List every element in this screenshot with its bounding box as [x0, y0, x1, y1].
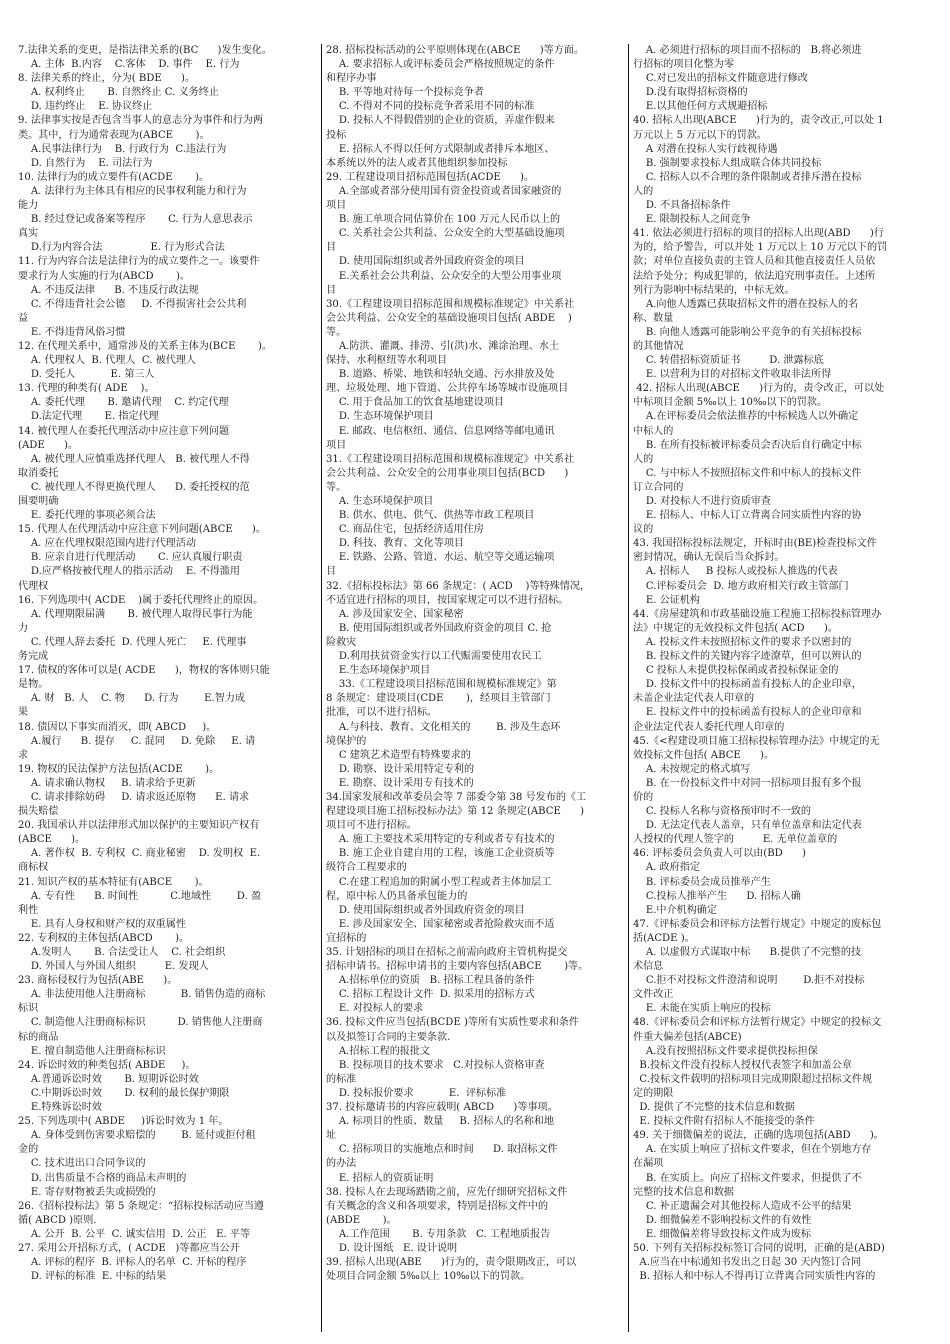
text-line: 8. 法律关系的终止，分为( BDE )。	[18, 73, 196, 85]
text-line: 41. 依法必须进行招标的项目的招标人出现(ABD )行	[633, 228, 884, 240]
text-line: C. 被代理人不得更换代理人 D. 委托授权的范	[18, 481, 250, 493]
text-line: A. 应在代理权限范围内进行代理活动	[18, 538, 196, 550]
text-line: E.中介机构确定	[633, 904, 717, 916]
text-line: B. 施工单项合同估算价在 100 万元人民币以上的	[326, 214, 561, 226]
text-line: 目	[326, 284, 337, 296]
text-line: 不适宜进行招标的项目，按国家规定可以不进行招标。	[326, 594, 569, 606]
text-line: A. 请求确认物权 B. 请求给予更新	[18, 777, 196, 789]
text-line: 标的商品	[18, 1031, 59, 1043]
text-line: 金的	[18, 1144, 39, 1156]
text-line: E. 招标人的资质证明	[326, 1172, 434, 1184]
text-line: 39. 招标人出现(ABE )行为的，责令限期改正，可以	[326, 1257, 577, 1269]
text-line: E. 铁路、公路、管道、水运、航空等交通运输项	[326, 552, 555, 564]
text-line: C. 商品住宅，包括经济适用住房	[326, 524, 484, 536]
text-line: 26.《招标投标法》第 5 条规定：“招标投标活动应当遵	[18, 1200, 265, 1212]
text-line: 务完成	[18, 651, 49, 663]
text-line: 术信息	[633, 961, 664, 973]
text-line: A.全部或者部分使用国有资金投资或者国家融资的	[326, 185, 562, 197]
text-line: B. 供水、供电、供气、供热等市政工程项目	[326, 510, 535, 522]
text-line: 是物。	[18, 679, 49, 691]
text-line: C.对已发出的招标文件随意进行修改	[633, 73, 808, 85]
text-line: E. 不得违背风俗习惯	[18, 326, 126, 338]
text-line: E.特殊诉讼时效	[18, 1102, 102, 1114]
text-line: A. 代理权人 B. 代理人 C. 被代理人	[18, 355, 197, 367]
text-line: D. 科技、教育、文化等项目	[326, 538, 465, 550]
text-line: D. 勘察、设计采用特定专利的	[326, 763, 475, 775]
text-line: 万元以上 5 万元以下的罚款。	[633, 129, 767, 141]
text-line: E. 公证机构	[633, 594, 700, 606]
text-line: B. 向他人透露可能影响公平竞争的有关招标投标	[633, 326, 862, 338]
text-line: 25. 下列选项中( ABDE )诉讼时效为 1 年。	[18, 1116, 229, 1128]
text-line: C.中期诉讼时效 D. 权利的最长保护期限	[18, 1087, 230, 1099]
text-line: B. 招标人和中标人不得再订立背离合同实质性内容的	[633, 1271, 876, 1283]
text-line: D. 设计图纸 E. 设计说明	[326, 1242, 458, 1254]
text-line: D. 投标人不得假借别的企业的资质，弄虚作假来	[326, 115, 555, 127]
text-line: 企业法定代表人委托代理人印章的	[633, 721, 785, 733]
text-line: 44.《房屋建筑和市政基础设施工程施工招标投标管理办	[633, 608, 882, 620]
text-line: C. 技术进出口合同争议的	[18, 1158, 146, 1170]
text-line: 批准，可以不进行招标。	[326, 707, 438, 719]
text-line: D.行为内容合法 E. 行为形式合法	[18, 242, 225, 254]
text-line: C 投标人未提供投标保函或者投标保证金的	[633, 665, 839, 677]
text-line: 法》中规定的无效投标文件包括( ACD )。	[633, 622, 838, 634]
text-line: B.投标文件没有投标人授权代表签字和加盖公章	[633, 1059, 852, 1071]
text-line: 47.《评标委员会和评标方法暂行规定》中规定的废标包	[633, 918, 882, 930]
text-line: E.以其他任何方式规避招标	[633, 101, 768, 113]
text-line: 30.《工程建设项目招标范围和规模标准规定》中关系社	[326, 298, 575, 310]
text-line: 招标申请书。招标申请书的主要内容包括(ABCE )等。	[326, 961, 589, 973]
text-line: (ABDE )。	[326, 1214, 397, 1226]
text-line: A.没有按照招标文件要求提供投标担保	[633, 1045, 818, 1057]
text-line: A. 主体 B.内容 C.客体 D. 事件 E. 行为	[18, 59, 240, 71]
text-line: E. 具有人身权和财产权的双重属性	[18, 918, 186, 930]
text-line: 的办法	[326, 1158, 357, 1170]
text-line: D. 使用国际组织或者外国政府资金的项目	[326, 904, 525, 916]
text-line: E.生态环境保护项目	[326, 665, 431, 677]
text-line: D. 对投标人不进行资质审查	[633, 496, 772, 507]
text-line: A. 招标人 B 投标人或投标人推选的代表	[633, 566, 838, 578]
text-line: E. 委托代理的事项必须合法	[18, 510, 156, 522]
text-line: 址	[326, 1130, 337, 1142]
text-line: 22. 专利权的主体包括(ABCD )。	[18, 932, 190, 944]
text-line: 11. 行为内容合法是法律行为的成立要件之一。该要件	[18, 256, 260, 268]
text-line: E. 未能在实质上响应的投标	[633, 1003, 771, 1015]
text-line: E. 寄存财物被丢失或损毁的	[18, 1186, 156, 1198]
text-line: A. 未按规定的格式填写	[633, 763, 751, 775]
text-line: 18. 债因以下事实而消灭，即( ABCD )。	[18, 721, 217, 733]
text-line: C. 用于食品加工的饮食基地建设项目	[326, 397, 505, 409]
text-line: 级符合工程要求的	[326, 862, 407, 874]
text-line: A. 财 B. 人 C. 物 D. 行为 E.智力成	[18, 693, 246, 705]
text-line: 34.国家发展和改革委员会等 7 部委令第 38 号发布的《工	[326, 791, 587, 803]
text-line: C.在建工程追加的附属小型工程或者主体加层工	[326, 876, 552, 888]
text-line: D. 投标报价要求 E. 评标标准	[326, 1087, 507, 1099]
text-line: 列行为影响中标结果的，中标无效。	[633, 284, 795, 296]
text-line: 在漏项	[633, 1158, 664, 1170]
text-line: 40. 招标人出现(ABCE )行为的，责令改正,可以处 1	[633, 115, 884, 127]
text-line: 中标项目金额 5‰以上 10‰以下的罚款。	[633, 397, 828, 409]
text-line: 效投标文件包括( ABCE )。	[633, 749, 775, 761]
text-line: 投标	[326, 129, 347, 141]
text-line: C. 招标工程设计文件 D. 拟采用的招标方式	[326, 989, 535, 1001]
text-line: 9. 法律事实按是否包含当事人的意志分为事件和行为两	[18, 115, 263, 127]
text-line: A. 不违反法律 B. 不违反行政法规	[18, 284, 199, 296]
text-line: 称、数量	[633, 312, 674, 324]
text-line: E. 勘察、设计采用专有技术的	[326, 777, 474, 789]
text-line: A. 法律行为主体具有相应的民事权利能力和行为	[18, 185, 247, 197]
text-column-2	[321, 44, 628, 1332]
text-line: 件重大偏差包括(ABCE)	[633, 1031, 742, 1043]
text-line: A. 要求招标人或评标委员会严格按照规定的条件	[326, 59, 555, 71]
text-line: 益	[18, 312, 29, 324]
text-line: E.关系社会公共利益、公众安全的大型公用事业项	[326, 270, 562, 282]
text-line: 32.《招标投标法》第 66 条规定：( ACD )等特殊情况，	[326, 580, 591, 592]
text-line: 15. 代理人在代理活动中应注意下列问题(ABCE )。	[18, 524, 266, 536]
text-line: D. 提供了不完整的技术信息和数据	[633, 1102, 795, 1114]
text-line: 项目	[326, 439, 347, 451]
text-line: 19. 物权的民法保护方法包括(ACDE )。	[18, 763, 220, 775]
text-line: 文件改正	[633, 989, 674, 1001]
text-line: 循( ABCD )原则.	[18, 1214, 97, 1226]
text-line: 28. 招标投标活动的公平原则体现在(ABCE )等方面。	[326, 45, 585, 56]
text-line: D.没有取得招标资格的	[633, 87, 748, 99]
text-line: B. 道路、桥梁、地铁和轻轨交通、污水排放及处	[326, 369, 555, 381]
text-line: A. 著作权 B. 专利权 C. 商业秘密 D. 发明权 E.	[18, 848, 261, 860]
text-line: 能力	[18, 200, 39, 212]
text-line: C. 补正遗漏会对其他投标人造成不公平的结果	[633, 1200, 852, 1212]
text-line: 有关概念的含义和各项要求，特别是招标文件中的	[326, 1200, 549, 1212]
text-line: A.招标单位的资质 B. 招标工程具备的条件	[326, 975, 535, 987]
text-line: D.应严格按被代理人的指示活动 E. 不得滥用	[18, 566, 240, 578]
text-line: 42. 招标人出现(ABCE )行为的，责令改正，可以处	[633, 383, 885, 395]
text-line: E. 招标人不得以任何方式限制或者排斥本地区、	[326, 143, 555, 155]
text-line: 和程序办事	[326, 73, 377, 85]
text-line: (ABCE )。	[18, 834, 86, 846]
text-line: D. 违约终止 E. 协议终止	[18, 101, 153, 113]
text-line: D. 使用国际组织或者外国政府资金的项目	[326, 256, 525, 268]
text-line: B. 使用国际组织或者外国政府资金的项目 C. 抢	[326, 622, 552, 634]
text-line: E. 细微偏差将导致投标文件成为废标	[633, 1228, 812, 1240]
text-line: 7.法律关系的变更，是指法律关系的(BC )发生变化。	[18, 45, 272, 56]
text-line: 款；对单位直接负责的主管人员和其他直接责任人员依	[633, 256, 876, 268]
text-line: A. 评标的程序 B. 评标人的名单 C. 开标的程序	[18, 1257, 247, 1269]
text-line: C.投标文件载明的招标项目完成期限超过招标文件规	[633, 1073, 873, 1085]
text-line: A.工作范围 B. 专用条款 C. 工程地质报告	[326, 1228, 551, 1240]
text-line: 利性	[18, 904, 39, 916]
text-line: 10. 法律行为的成立要件有(ACDE )。	[18, 171, 210, 183]
text-line: 议的	[633, 524, 654, 536]
text-line: C. 招标人以不合理的条件限制或者排斥潜在投标	[633, 171, 862, 183]
text-line: 为的，给予警告，可以并处 1 万元以上 10 万元以下的罚	[633, 242, 888, 254]
text-line: B. 在一份投标文件中对同一招标项目报有多个报	[633, 777, 862, 789]
text-line: C.评标委员会 D. 地方政府相关行政主管部门	[633, 580, 849, 592]
text-line: A.民事法律行为 B. 行政行为 C.违法行为	[18, 143, 227, 155]
text-line: A.与科技、教育、文化相关的 B. 涉及生态环	[326, 721, 561, 733]
text-line: C. 不得对不同的投标竞争者采用不同的标准	[326, 101, 535, 113]
text-line: E. 擅自制造他人注册商标标识	[18, 1045, 166, 1057]
text-line: B. 在所有投标被评标委员会否决后自行确定中标	[633, 439, 862, 451]
text-line: 围要明确	[18, 496, 59, 507]
text-line: 保持、水利枢纽等水利项目	[326, 355, 448, 367]
document-page	[14, 44, 936, 1332]
text-line: (ADE )。	[18, 439, 78, 451]
text-line: C. 转借招标资质证书 D. 泄露标底	[633, 355, 824, 367]
text-line: E. 投标文件附有招标人不能接受的条件	[633, 1116, 815, 1128]
text-line: A.履行 B. 提存 C. 混同 D. 免除 E. 请	[18, 735, 256, 747]
text-line: 33.《工程建设项目招标范围和规模标准规定》第	[326, 679, 557, 691]
text-line: 标识	[18, 1003, 39, 1015]
text-line: 代理权	[18, 580, 49, 592]
text-line: 会公共利益、公众安全的基础设施项目包括( ABDE )	[326, 312, 572, 324]
text-line: 50. 下列有关招标投标签订合同的说明，正确的是(ABD)	[633, 1242, 885, 1254]
text-line: A.应当在中标通知书发出之日起 30 天内签订合同	[633, 1257, 861, 1269]
text-line: 宜招标的	[326, 932, 367, 944]
text-line: B. 施工企业自建自用的工程，该施工企业资质等	[326, 848, 555, 860]
text-line: 法给予处分；构成犯罪的，依法追究刑事责任。上述所	[633, 270, 876, 282]
text-line: A. 以虚假方式谋取中标 B.提供了不完整的技	[633, 947, 862, 958]
text-line: 目	[326, 242, 337, 254]
text-line: 求	[18, 749, 29, 761]
text-line: 力	[18, 622, 29, 634]
text-line: 程建设项目施工招标投标办法》第 12 条规定(ABCE )	[326, 806, 585, 818]
text-line: 46. 评标委员会负责人可以由(BD )	[633, 848, 806, 860]
text-line: A. 标项目的性质、数量 B. 招标人的名称和地	[326, 1116, 555, 1128]
text-line: 要求行为人实施的行为(ABCD )。	[18, 270, 191, 282]
text-line: D. 自然行为 E. 司法行为	[18, 157, 153, 169]
text-line: 境保护的	[326, 735, 367, 747]
text-line: 48.《评标委员会和评标方法暂行规定》中规定的投标文	[633, 1017, 882, 1029]
text-line: A. 专有性 B. 时间性 C.地域性 D. 盈	[18, 890, 262, 902]
text-line: 类。其中，行为通常表现为(ABCE )。	[18, 129, 210, 141]
text-line: 31.《工程建设项目招标范围和规模标准规定》中关系社	[326, 453, 575, 465]
text-line: A. 公开 B. 公平 C. 诚实信用 D. 公正 E. 平等	[18, 1228, 251, 1240]
text-line: C. 与中标人不按照招标文件和中标人的投标文件	[633, 467, 862, 479]
text-line: 处项目合同金额 5‰以上 10‰以下的罚款。	[326, 1271, 531, 1283]
text-line: 人的	[633, 185, 654, 197]
text-line: 项目	[326, 200, 347, 212]
text-line: A. 投标文件未按照招标文件的要求予以密封的	[633, 636, 852, 648]
text-line: 目	[326, 566, 337, 578]
text-line: 理、垃圾处理、地下管道、公共停车场等城市设施项目	[326, 383, 569, 395]
text-line: D. 投标文件中的投标函盖有投标人的企业印章，	[633, 679, 862, 691]
text-column-3	[628, 44, 935, 1332]
text-line: A.防洪、灌溉、排涝、引(洪)水、滩涂治理、水土	[326, 340, 560, 352]
text-line: B. 评标委员会成员推举产生	[633, 876, 771, 888]
text-line: A.普通诉讼时效 B. 短期诉讼时效	[18, 1073, 199, 1085]
text-line: C.拒不对投标文件澄清和说明 D.拒不对投标	[633, 975, 865, 987]
text-line: D. 受托人 E. 第三人	[18, 369, 155, 381]
text-line: 括(ACDE )。	[633, 932, 695, 944]
text-line: A 对潜在投标人实行歧视待遇	[633, 143, 778, 155]
text-line: A.在评标委员会依法推荐的中标候选人以外确定	[633, 411, 859, 423]
text-line: 13. 代理的种类有( ADE )。	[18, 383, 155, 395]
text-line: 20. 我国承认并以法律形式加以保护的主要知识产权有	[18, 820, 260, 832]
text-line: 的其他情况	[633, 340, 684, 352]
text-line: 程，原中标人仍具备承包能力的	[326, 890, 468, 902]
text-line: A. 必须进行招标的项目而不招标的 B.将必须进	[633, 45, 862, 56]
text-line: A. 身体受到伤害要求赔偿的 B. 延付或拒付租	[18, 1130, 256, 1142]
text-line: 8 条规定：建设项目(CDE )，经项目主管部门	[326, 693, 551, 705]
text-line: E. 招标人、中标人订立背离合同实质性内容的协	[633, 510, 862, 522]
text-line: 24. 诉讼时效的种类包括( ABDE )。	[18, 1059, 196, 1071]
text-line: 43. 我国招标投标法规定，开标时由(BE)检查投标文件	[633, 538, 877, 550]
text-line: 本系统以外的法人或者其他组织参加投标	[326, 157, 508, 169]
text-line: 等。	[326, 481, 347, 493]
text-line: 会公共利益、公众安全的公用事业项目包括(BCD )	[326, 467, 569, 479]
text-line: 人的	[633, 453, 654, 465]
text-line: 14. 被代理人在委托代理活动中应注意下列问题	[18, 425, 230, 437]
text-line: 16. 下列选项中( ACDE )属于委托代理终止的原因。	[18, 594, 264, 606]
text-line: B. 平等地对待每一个投标竞争者	[326, 87, 484, 99]
text-column-1	[14, 44, 321, 1332]
text-line: B. 经过登记或备案等程序 C. 行为人意思表示	[18, 214, 253, 226]
text-line: A.发明人 B. 合法受让人 C. 社会组织	[18, 947, 226, 958]
text-line: A. 生态环境保护项目	[326, 496, 434, 507]
text-line: 中标人的	[633, 425, 674, 437]
text-line: C.投标人推举产生 D. 招标人确	[633, 890, 801, 902]
text-line: 35. 计划招标的项目在招标之前需向政府主管机构提交	[326, 947, 568, 958]
text-line: A. 政府指定	[633, 862, 700, 874]
text-line: B. 投标项目的技术要求 C.对投标人资格审查	[326, 1059, 545, 1071]
text-line: 取消委托	[18, 467, 59, 479]
text-line: 45.《<程建设项目施工招标投标管理办法》中规定的无	[633, 735, 880, 747]
text-line: A. 涉及国家安全、国家秘密	[326, 608, 464, 620]
text-line: D.利用扶贫资金实行以工代赈需要使用农民工	[326, 651, 542, 663]
text-line: 项目可不进行招标。	[326, 820, 417, 832]
text-line: 49. 关于细微偏差的说法，正确的选项包括(ABD )。	[633, 1130, 884, 1142]
text-line: C 建筑艺术造型有特殊要求的	[326, 749, 471, 761]
text-line: B. 在实质上。向应了招标文件要求，但提供了不	[633, 1172, 862, 1184]
text-line: A. 权利终止 B. 自然终止 C. 义务终止	[18, 87, 219, 99]
text-line: 行招标的项目化整为零	[633, 59, 734, 71]
text-line: C. 不得违背社会公德 D. 不得损害社会公共利	[18, 298, 247, 310]
text-line: E. 投标文件中的投标函盖有投标人的企业印章和	[633, 707, 862, 719]
text-line: A. 非法使用他人注册商标 B. 销售伪造的商标	[18, 989, 266, 1001]
text-line: D. 细微偏差不影响投标文件的有效性	[633, 1214, 812, 1226]
text-line: 以及拟签订合同的主要条款.	[326, 1031, 451, 1043]
text-line: C. 请求排除妨碍 D. 请求返还原物 E. 请求	[18, 791, 250, 803]
text-line: A. 代理期限届满 B. 被代理人取得民事行为能	[18, 608, 253, 620]
text-line: 12. 在代理关系中，通常涉及的关系主体为(BCE )。	[18, 340, 272, 352]
text-line: C. 关系社会公共利益、公众安全的大型基础设施项	[326, 228, 565, 240]
text-line: E. 限制投标人之间竞争	[633, 214, 751, 226]
text-line: 17. 债权的客体可以是( ACDE )，物权的客体则只能	[18, 665, 270, 677]
text-line: 29. 工程建设项目招标范围包括(ACDE )。	[326, 171, 535, 183]
text-line: C. 投标人名称与资格预审时不一致的	[633, 806, 812, 818]
text-line: 37. 投标邀请书的内容应载明( ABCD )等事项。	[326, 1102, 558, 1114]
text-line: E. 邮政、电信枢纽、通信、信息网络等邮电通讯	[326, 425, 555, 437]
text-line: B. 应亲自进行代理活动 C. 应认真履行职责	[18, 552, 243, 564]
text-line: 订立合同的	[633, 481, 684, 493]
text-line: 商标权	[18, 862, 49, 874]
text-line: D. 不具备招标条件	[633, 200, 731, 212]
text-line: A.招标工程的报批文	[326, 1045, 431, 1057]
text-line: 38. 投标人在去现场踏勘之前，应先仔细研究招标文件	[326, 1186, 568, 1198]
text-line: D. 出售质量不合格的商品未声明的	[18, 1172, 187, 1184]
text-line: 损失赔偿	[18, 806, 59, 818]
text-line: 险救灾	[326, 636, 357, 648]
text-line: C. 招标项目的实施地点和时间 D. 取招标文件	[326, 1144, 558, 1156]
text-line: 完整的技术信息和数据	[633, 1186, 734, 1198]
text-line: D.法定代理 E. 指定代理	[18, 411, 159, 423]
text-line: 真实	[18, 228, 39, 240]
text-line: C. 制造他人注册商标标识 D. 销售他人注册商	[18, 1017, 263, 1029]
text-line: A. 被代理人应慎重选择代理人 B. 被代理人不得	[18, 453, 250, 465]
text-line: 21. 知识产权的基本特征有(ABCE )。	[18, 876, 209, 888]
text-line: 的标准	[326, 1073, 357, 1085]
text-line: 价的	[633, 791, 654, 803]
text-line: B. 强制要求投标人组成联合体共同投标	[633, 157, 822, 169]
text-line: 27. 采用公开招标方式，( ACDE )等都应当公开	[18, 1242, 240, 1254]
text-line: A. 委托代理 B. 邀请代理 C. 约定代理	[18, 397, 229, 409]
text-line: 未盖企业法定代表人印章的	[633, 693, 755, 705]
text-line: A.向他人透露已获取招标文件的潜在投标人的名	[633, 298, 859, 310]
text-line: 23. 商标侵权行为包括(ABE )。	[18, 975, 178, 987]
text-line: D. 评标的标准 E. 中标的结果	[18, 1271, 167, 1283]
text-line: D. 无法定代表人盖章，只有单位盖章和法定代表	[633, 820, 862, 832]
text-line: A. 在实质上响应了招标文件要求，但在个别地方存	[633, 1144, 872, 1156]
text-line: C. 代理人辞去委托 D. 代理人死亡 E. 代理事	[18, 636, 247, 648]
text-line: D. 生态环境保护项目	[326, 411, 434, 423]
text-line: E. 以营利为目的对招标文件收取非法所得	[633, 369, 832, 381]
text-line: 密封情况，确认无误后当众拆封。	[633, 552, 785, 564]
text-line: B. 投标文件的关键内容字迹潦草，但可以辨认的	[633, 651, 862, 663]
text-line: 人授权的代理人签字的 E. 无单位盖章的	[633, 834, 838, 846]
text-line: 36. 投标文件应当包括(BCDE )等所有实质性要求和条件	[326, 1017, 579, 1029]
text-line: E. 对投标人的要求	[326, 1003, 424, 1015]
text-line: E. 涉及国家安全、国家秘密或者抢险救灾而不适	[326, 918, 555, 930]
text-line: D. 外国人与外国人组织 E. 发现人	[18, 961, 209, 973]
text-line: A. 施工主要技术采用特定的专利或者专有技术的	[326, 834, 555, 846]
text-line: 等。	[326, 326, 347, 338]
text-line: 定的期限	[633, 1087, 674, 1099]
text-line: 果	[18, 707, 29, 719]
